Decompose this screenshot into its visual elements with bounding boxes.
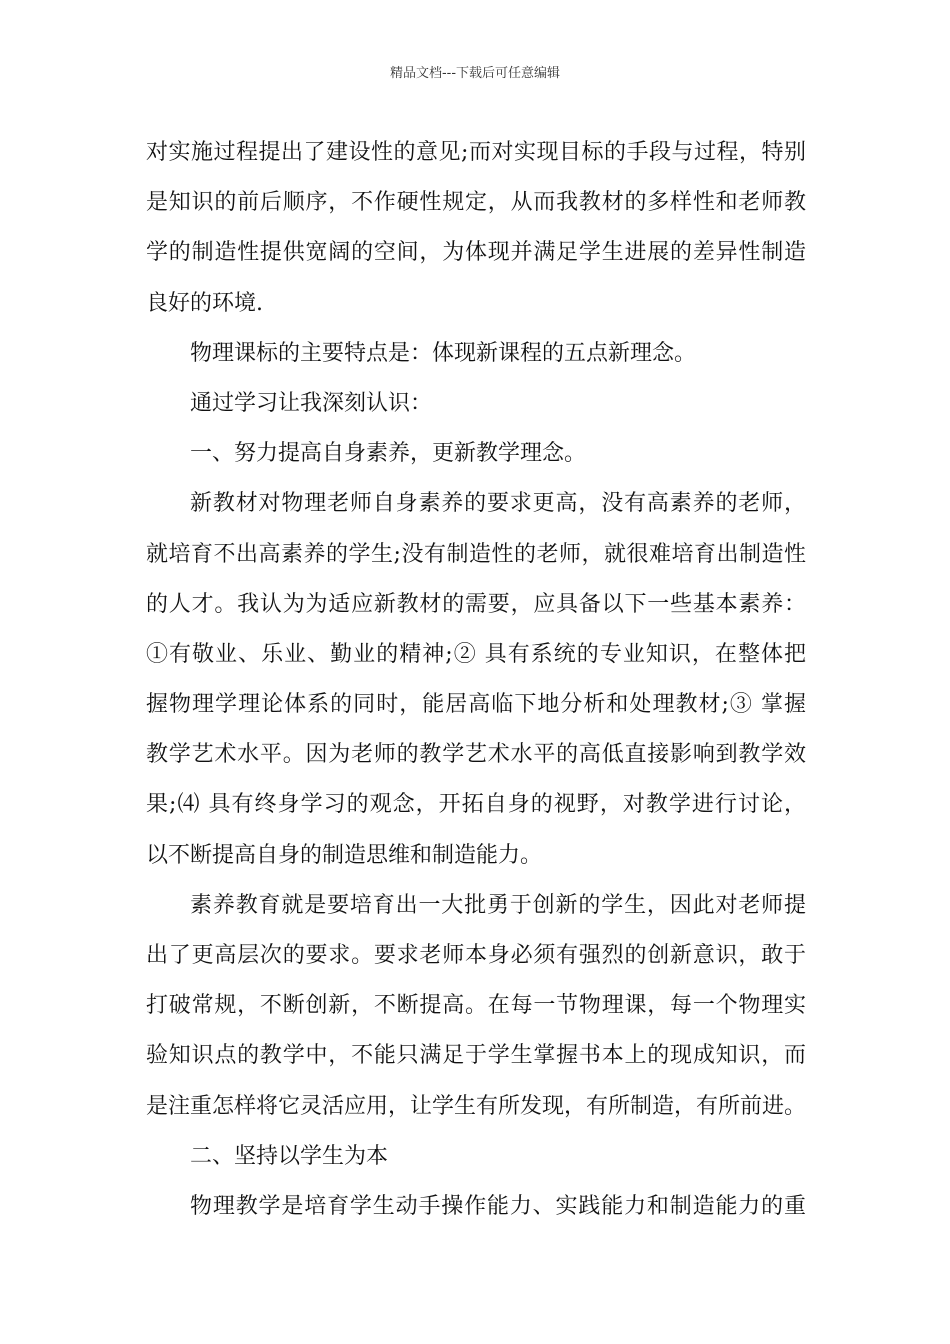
- text-line: 的人才。我认为为适应新教材的需要，应具备以下一些基本素养：: [146, 591, 806, 617]
- text-line: 是注重怎样将它灵活应用，让学生有所发现，有所制造，有所前进。: [146, 1093, 806, 1119]
- text-line: 握物理学理论体系的同时，能居高临下地分析和处理教材;③ 掌握: [146, 692, 806, 718]
- text-line: 验知识点的教学中，不能只满足于学生掌握书本上的现成知识，而: [146, 1043, 806, 1069]
- text-line: 果;⑷ 具有终身学习的观念，开拓自身的视野，对教学进行讨论，: [146, 792, 806, 818]
- text-line: 通过学习让我深刻认识：: [190, 390, 433, 416]
- text-line: 良好的环境.: [146, 290, 263, 316]
- text-line: 二、坚持以学生为本: [190, 1143, 389, 1169]
- text-line: ①有敬业、乐业、勤业的精神;② 具有系统的专业知识，在整体把: [146, 641, 806, 667]
- text-line: 打破常规，不断创新，不断提高。在每一节物理课，每一个物理实: [146, 993, 806, 1019]
- text-line: 就培育不出高素养的学生;没有制造性的老师，就很难培育出制造性: [146, 541, 806, 567]
- text-line: 素养教育就是要培育出一大批勇于创新的学生，因此对老师提: [190, 892, 806, 918]
- text-line: 以不断提高自身的制造思维和制造能力。: [146, 842, 543, 868]
- text-line: 一、努力提高自身素养，更新教学理念。: [190, 441, 587, 467]
- text-line: 是知识的前后顺序，不作硬性规定，从而我教材的多样性和老师教: [146, 190, 806, 216]
- document-body: [146, 128, 806, 1232]
- text-line: 物理课标的主要特点是：体现新课程的五点新理念。: [190, 340, 697, 366]
- text-line: 新教材对物理老师自身素养的要求更高，没有高素养的老师，: [190, 491, 806, 517]
- text-line: 出了更高层次的要求。要求老师本身必须有强烈的创新意识，敢于: [146, 943, 806, 968]
- text-line: 学的制造性提供宽阔的空间，为体现并满足学生进展的差异性制造: [146, 240, 806, 266]
- text-line: 对实施过程提出了建设性的意见;而对实现目标的手段与过程，特别: [146, 140, 806, 165]
- text-line: 教学艺术水平。因为老师的教学艺术水平的高低直接影响到教学效: [146, 742, 806, 768]
- text-line: 物理教学是培育学生动手操作能力、实践能力和制造能力的重: [190, 1193, 806, 1219]
- page-header: 精品文档---下载后可任意编辑: [389, 66, 561, 81]
